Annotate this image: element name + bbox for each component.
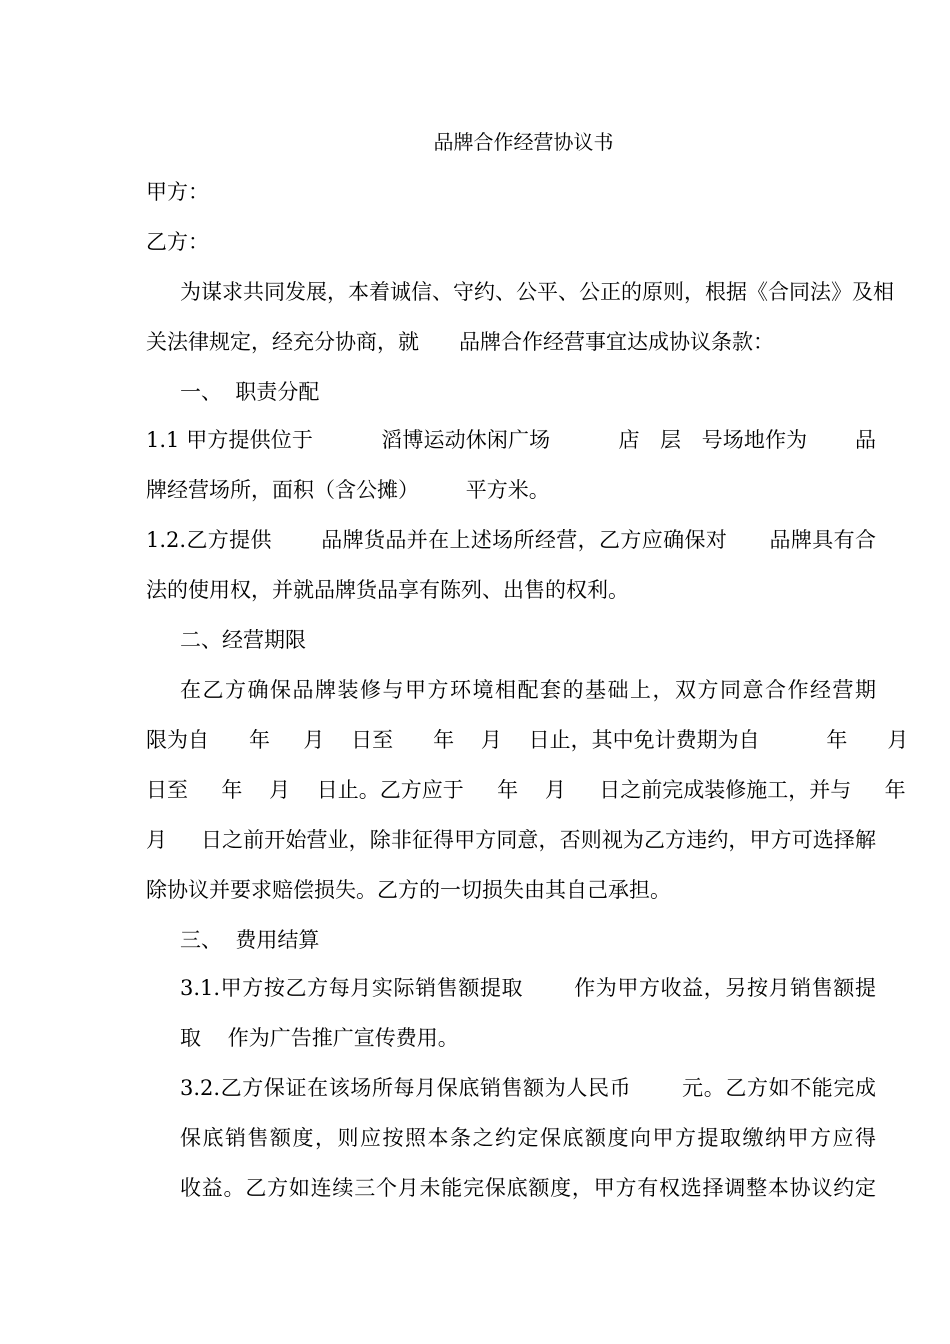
clause-line: 法的使用权，并就品牌货品享有陈列、出售的权利。 [146,578,629,602]
body-line: 在乙方确保品牌装修与甲方环境相配套的基础上，双方同意合作经营期 [180,678,876,702]
clause-line: 牌经营场所，面积（含公摊） 平方米。 [146,478,550,502]
party-b-label: 乙方： [146,230,209,254]
clause-line: 1.2.乙方提供 品牌货品并在上述场所经营，乙方应确保对 品牌具有合 [146,528,876,552]
document-title: 品牌合作经营协议书 [433,130,614,154]
clause-line: 收益。乙方如连续三个月未能完保底额度，甲方有权选择调整本协议约定 [180,1176,876,1200]
intro-line: 关法律规定，经充分协商，就 品牌合作经营事宜达成协议条款： [146,330,775,354]
clause-line: 取 作为广告推广宣传费用。 [180,1026,459,1050]
section-heading: 二、经营期限 [180,628,306,652]
party-a-label: 甲方： [146,180,209,204]
section-heading: 三、 费用结算 [180,928,320,952]
body-line: 限为自 年 月 日至 年 月 日止，其中免计费期为自 年 月 [146,728,909,752]
body-line: 除协议并要求赔偿损失。乙方的一切损失由其自己承担。 [146,878,671,902]
clause-line: 3.1.甲方按乙方每月实际销售额提取 作为甲方收益，另按月销售额提 [180,976,876,1000]
clause-line: 保底销售额度，则应按照本条之约定保底额度向甲方提取缴纳甲方应得 [180,1126,876,1150]
body-line: 日至 年 月 日止。乙方应于 年 月 日之前完成装修施工，并与 年 [146,778,906,802]
clause-line: 1.1 甲方提供位于 滔博运动休闲广场 店 层 号场地作为 品 [146,428,876,452]
body-line: 月 日之前开始营业，除非征得甲方同意，否则视为乙方违约，甲方可选择解 [146,828,876,852]
section-heading: 一、 职责分配 [180,380,320,404]
intro-line: 为谋求共同发展，本着诚信、守约、公平、公正的原则，根据《合同法》及相 [180,280,894,304]
clause-line: 3.2.乙方保证在该场所每月保底销售额为人民币 元。乙方如不能完成 [180,1076,876,1100]
